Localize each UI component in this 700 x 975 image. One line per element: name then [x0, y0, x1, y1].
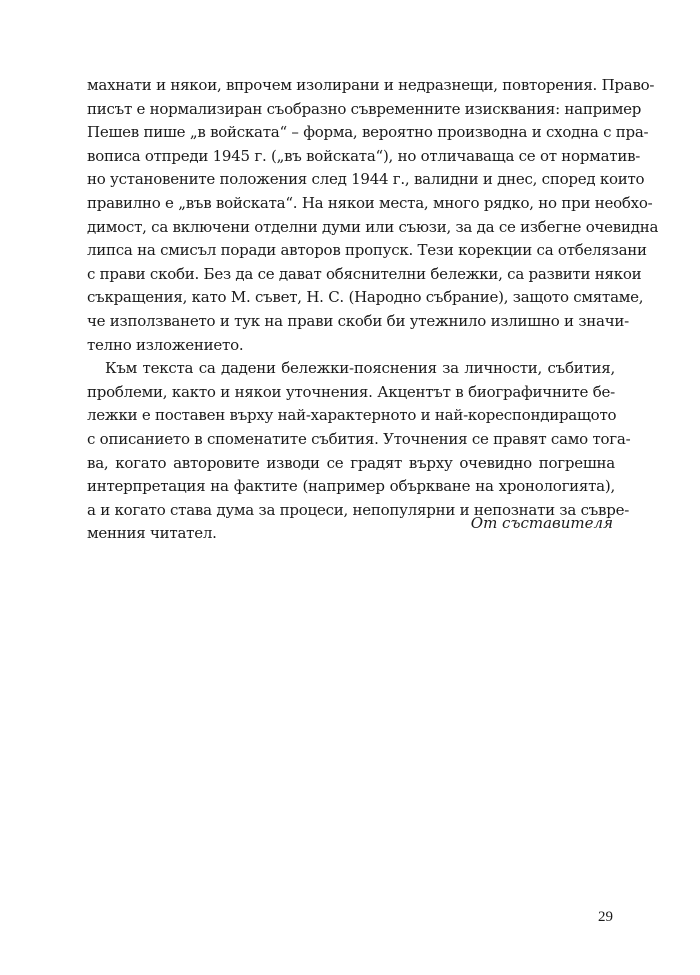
text-line: интерпретация на фактите (например объркване на хронологията),	[87, 477, 615, 496]
text-line: димост, са включени отделни думи или съюзи, за да се избегне очевидна	[87, 217, 659, 236]
text-line: липса на смисъл поради авторов пропуск. Тези корекции са отбелязани	[87, 241, 647, 260]
text-line: а и когато става дума за процеси, непопулярни и непознати за съвре-	[87, 500, 630, 519]
text-line: правилно е „във войската“. На някои места, много рядко, но при необхо-	[87, 193, 653, 212]
text-line: Пешев пише „в войската“ – форма, вероятно производна и сходна с пра-	[87, 123, 649, 142]
text-line: с прави скоби. Без да се дават обяснителни бележки, са развити някои	[87, 264, 642, 283]
text-line: ва, когато авторовите изводи се градят върху очевидно погрешна	[87, 453, 615, 472]
text-line: проблеми, както и някои уточнения. Акцентът в биографичните бе-	[87, 382, 615, 401]
text-line: менния читател.	[87, 524, 217, 543]
text-line: Към текста са дадени бележки-пояснения за личности, събития,	[105, 359, 615, 378]
text-line: писът е нормализиран съобразно съвременните изисквания: например	[87, 99, 642, 118]
page-number: 29	[598, 909, 613, 925]
text-line: телно изложението.	[87, 335, 244, 354]
paragraph	[87, 74, 659, 357]
text-line: махнати и някои, впрочем изолирани и недразнещи, повторения. Право-	[87, 76, 655, 94]
text-line: вописа отпреди 1945 г. („въ войската“), но отличаваща се от норматив-	[87, 146, 641, 165]
text-line: че използването и тук на прави скоби би утежнило излишно и значи-	[87, 311, 629, 330]
text-line: с описанието в споменатите събития. Уточнения се правят само тога-	[87, 429, 631, 448]
text-line: но установените положения след 1944 г., валидни и днес, според които	[87, 170, 645, 189]
signature: От съставителя	[470, 514, 613, 532]
text-line: лежки е поставен върху най-характерното и най-кореспондиращото	[87, 406, 617, 425]
body-text	[87, 74, 659, 546]
text-line: съкращения, като М. съвет, Н. С. (Народно събрание), защото смятаме,	[87, 288, 644, 307]
